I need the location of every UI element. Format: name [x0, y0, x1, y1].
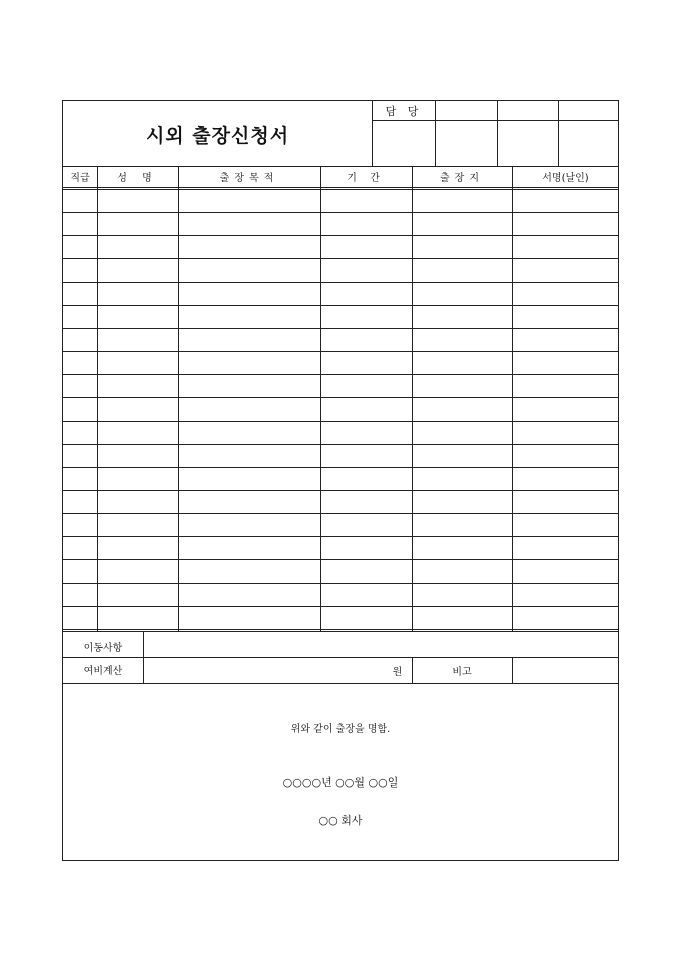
- table-row-divider: [63, 606, 618, 607]
- table-cell[interactable]: [97, 515, 178, 536]
- expense-label: 여비계산: [83, 665, 123, 677]
- column-header-purpose: 출장목적: [219, 173, 279, 184]
- table-cell[interactable]: [97, 608, 178, 629]
- table-cell[interactable]: [178, 446, 320, 467]
- table-cell[interactable]: [512, 214, 619, 235]
- table-cell[interactable]: [320, 492, 412, 513]
- column-header-period: 기 간: [347, 173, 385, 184]
- bottom-row-divider: [63, 657, 618, 658]
- table-cell[interactable]: [97, 423, 178, 444]
- table-cell[interactable]: [512, 330, 619, 351]
- expense-amount-field[interactable]: [143, 657, 393, 683]
- table-row-divider: [63, 536, 618, 537]
- table-cell[interactable]: [412, 284, 512, 305]
- table-cell[interactable]: [97, 260, 178, 281]
- table-cell[interactable]: [320, 330, 412, 351]
- table-cell[interactable]: [412, 515, 512, 536]
- column-header-divider: [63, 187, 618, 188]
- note-label: 비고: [452, 666, 472, 678]
- table-row-divider: [63, 583, 618, 584]
- table-cell[interactable]: [178, 284, 320, 305]
- table-cell[interactable]: [63, 561, 97, 582]
- table-cell[interactable]: [320, 608, 412, 629]
- table-cell[interactable]: [178, 561, 320, 582]
- table-cell[interactable]: [512, 307, 619, 328]
- table-cell[interactable]: [97, 214, 178, 235]
- table-cell[interactable]: [63, 260, 97, 281]
- table-cell[interactable]: [412, 260, 512, 281]
- table-row-divider: [63, 328, 618, 329]
- table-cell[interactable]: [97, 538, 178, 559]
- table-cell[interactable]: [412, 469, 512, 490]
- table-cell[interactable]: [178, 191, 320, 212]
- table-cell[interactable]: [178, 585, 320, 606]
- table-row-divider: [63, 397, 618, 398]
- table-cell[interactable]: [412, 307, 512, 328]
- table-cell[interactable]: [63, 608, 97, 629]
- table-cell[interactable]: [512, 353, 619, 374]
- table-cell[interactable]: [178, 353, 320, 374]
- table-cell[interactable]: [512, 585, 619, 606]
- table-cell[interactable]: [512, 376, 619, 397]
- table-row-divider: [63, 513, 618, 514]
- approval-label: 담 당: [372, 101, 435, 121]
- table-row-divider: [63, 559, 618, 560]
- column-header-name: 성 명: [117, 173, 158, 184]
- table-cell[interactable]: [63, 284, 97, 305]
- table-row-divider: [63, 631, 618, 632]
- table-cell[interactable]: [412, 538, 512, 559]
- table-cell[interactable]: [178, 399, 320, 420]
- table-cell[interactable]: [320, 561, 412, 582]
- table-row-divider: [63, 629, 618, 630]
- table-cell[interactable]: [63, 585, 97, 606]
- table-cell[interactable]: [320, 284, 412, 305]
- table-cell[interactable]: [63, 399, 97, 420]
- table-row-divider: [63, 282, 618, 283]
- table-cell[interactable]: [178, 469, 320, 490]
- table-cell[interactable]: [412, 446, 512, 467]
- table-cell[interactable]: [512, 237, 619, 258]
- statement-text: 위와 같이 출장을 명함.: [290, 724, 391, 735]
- table-cell[interactable]: [512, 284, 619, 305]
- business-trip-form: [62, 100, 619, 861]
- table-cell[interactable]: [512, 538, 619, 559]
- table-cell[interactable]: [320, 585, 412, 606]
- table-cell[interactable]: [97, 446, 178, 467]
- table-cell[interactable]: [178, 423, 320, 444]
- table-cell[interactable]: [97, 353, 178, 374]
- column-header-divider: [63, 189, 618, 190]
- table-row-divider: [63, 351, 618, 352]
- table-row-divider: [63, 212, 618, 213]
- table-cell[interactable]: [63, 538, 97, 559]
- table-cell[interactable]: [178, 307, 320, 328]
- table-cell[interactable]: [63, 376, 97, 397]
- table-cell[interactable]: [512, 561, 619, 582]
- table-cell[interactable]: [412, 492, 512, 513]
- table-row-divider: [63, 490, 618, 491]
- table-row-divider: [63, 421, 618, 422]
- table-cell[interactable]: [63, 469, 97, 490]
- table-row-divider: [63, 305, 618, 306]
- table-cell[interactable]: [178, 608, 320, 629]
- table-cell[interactable]: [512, 515, 619, 536]
- table-cell[interactable]: [320, 260, 412, 281]
- table-cell[interactable]: [412, 608, 512, 629]
- label-divider: [143, 631, 144, 683]
- table-cell[interactable]: [97, 561, 178, 582]
- table-row-divider: [63, 258, 618, 259]
- table-cell[interactable]: [320, 399, 412, 420]
- table-cell[interactable]: [63, 307, 97, 328]
- table-cell[interactable]: [412, 585, 512, 606]
- table-row-divider: [63, 444, 618, 445]
- signature-box[interactable]: [497, 121, 558, 167]
- statement-company: ○○ 회사: [318, 814, 363, 827]
- column-header-destination: 출장지: [440, 173, 484, 184]
- table-cell[interactable]: [97, 284, 178, 305]
- table-cell[interactable]: [412, 237, 512, 258]
- approval-cell: [435, 101, 497, 121]
- table-cell[interactable]: [412, 353, 512, 374]
- table-cell[interactable]: [320, 469, 412, 490]
- table-cell[interactable]: [512, 399, 619, 420]
- table-cell[interactable]: [178, 330, 320, 351]
- table-cell[interactable]: [63, 423, 97, 444]
- table-cell[interactable]: [97, 399, 178, 420]
- table-cell[interactable]: [512, 446, 619, 467]
- table-cell[interactable]: [412, 423, 512, 444]
- table-cell[interactable]: [63, 237, 97, 258]
- table-cell[interactable]: [320, 237, 412, 258]
- table-cell[interactable]: [97, 307, 178, 328]
- note-label-divider: [412, 657, 413, 683]
- table-cell[interactable]: [178, 237, 320, 258]
- table-cell[interactable]: [178, 538, 320, 559]
- table-cell[interactable]: [320, 423, 412, 444]
- table-cell[interactable]: [412, 376, 512, 397]
- table-cell[interactable]: [178, 214, 320, 235]
- table-row-divider: [63, 374, 618, 375]
- note-field-divider: [512, 657, 513, 683]
- table-cell[interactable]: [97, 492, 178, 513]
- table-row-divider: [63, 467, 618, 468]
- table-cell[interactable]: [512, 423, 619, 444]
- table-cell[interactable]: [97, 330, 178, 351]
- table-cell[interactable]: [97, 191, 178, 212]
- table-cell[interactable]: [320, 376, 412, 397]
- table-cell[interactable]: [412, 561, 512, 582]
- signature-box[interactable]: [372, 121, 435, 167]
- table-cell[interactable]: [97, 469, 178, 490]
- table-cell[interactable]: [412, 330, 512, 351]
- currency-unit: 원: [392, 666, 403, 678]
- table-cell[interactable]: [320, 191, 412, 212]
- remarks-label: 이동사항: [83, 642, 123, 654]
- table-cell[interactable]: [412, 191, 512, 212]
- table-cell[interactable]: [63, 330, 97, 351]
- signature-box[interactable]: [435, 121, 497, 167]
- table-cell[interactable]: [63, 353, 97, 374]
- form-title: 시외 출장신청서: [145, 124, 290, 147]
- header-divider: [63, 166, 618, 167]
- table-cell[interactable]: [178, 515, 320, 536]
- table-cell[interactable]: [320, 538, 412, 559]
- table-cell[interactable]: [97, 585, 178, 606]
- table-cell[interactable]: [320, 353, 412, 374]
- table-cell[interactable]: [178, 492, 320, 513]
- table-cell[interactable]: [63, 214, 97, 235]
- column-header-signature: 서명(날인): [542, 173, 589, 184]
- column-header-rank: 직급: [70, 173, 90, 184]
- table-cell[interactable]: [97, 376, 178, 397]
- table-cell[interactable]: [512, 469, 619, 490]
- table-cell[interactable]: [178, 260, 320, 281]
- table-cell[interactable]: [512, 492, 619, 513]
- table-cell[interactable]: [178, 376, 320, 397]
- table-cell[interactable]: [512, 608, 619, 629]
- table-cell[interactable]: [512, 191, 619, 212]
- signature-box[interactable]: [558, 121, 619, 167]
- table-cell[interactable]: [320, 446, 412, 467]
- table-cell[interactable]: [320, 515, 412, 536]
- remarks-field[interactable]: [143, 631, 619, 656]
- table-cell[interactable]: [63, 446, 97, 467]
- table-cell[interactable]: [412, 399, 512, 420]
- table-cell[interactable]: [97, 237, 178, 258]
- statement-date: ○○○○년 ○○월 ○○일: [282, 776, 399, 789]
- table-cell[interactable]: [63, 492, 97, 513]
- table-cell[interactable]: [320, 307, 412, 328]
- approval-cell: [497, 101, 558, 121]
- table-cell[interactable]: [320, 214, 412, 235]
- table-row-divider: [63, 235, 618, 236]
- table-cell[interactable]: [512, 260, 619, 281]
- statement-divider: [63, 683, 618, 684]
- table-cell[interactable]: [412, 214, 512, 235]
- table-cell[interactable]: [63, 515, 97, 536]
- table-cell[interactable]: [63, 191, 97, 212]
- approval-cell: [558, 101, 619, 121]
- note-field[interactable]: [512, 657, 619, 683]
